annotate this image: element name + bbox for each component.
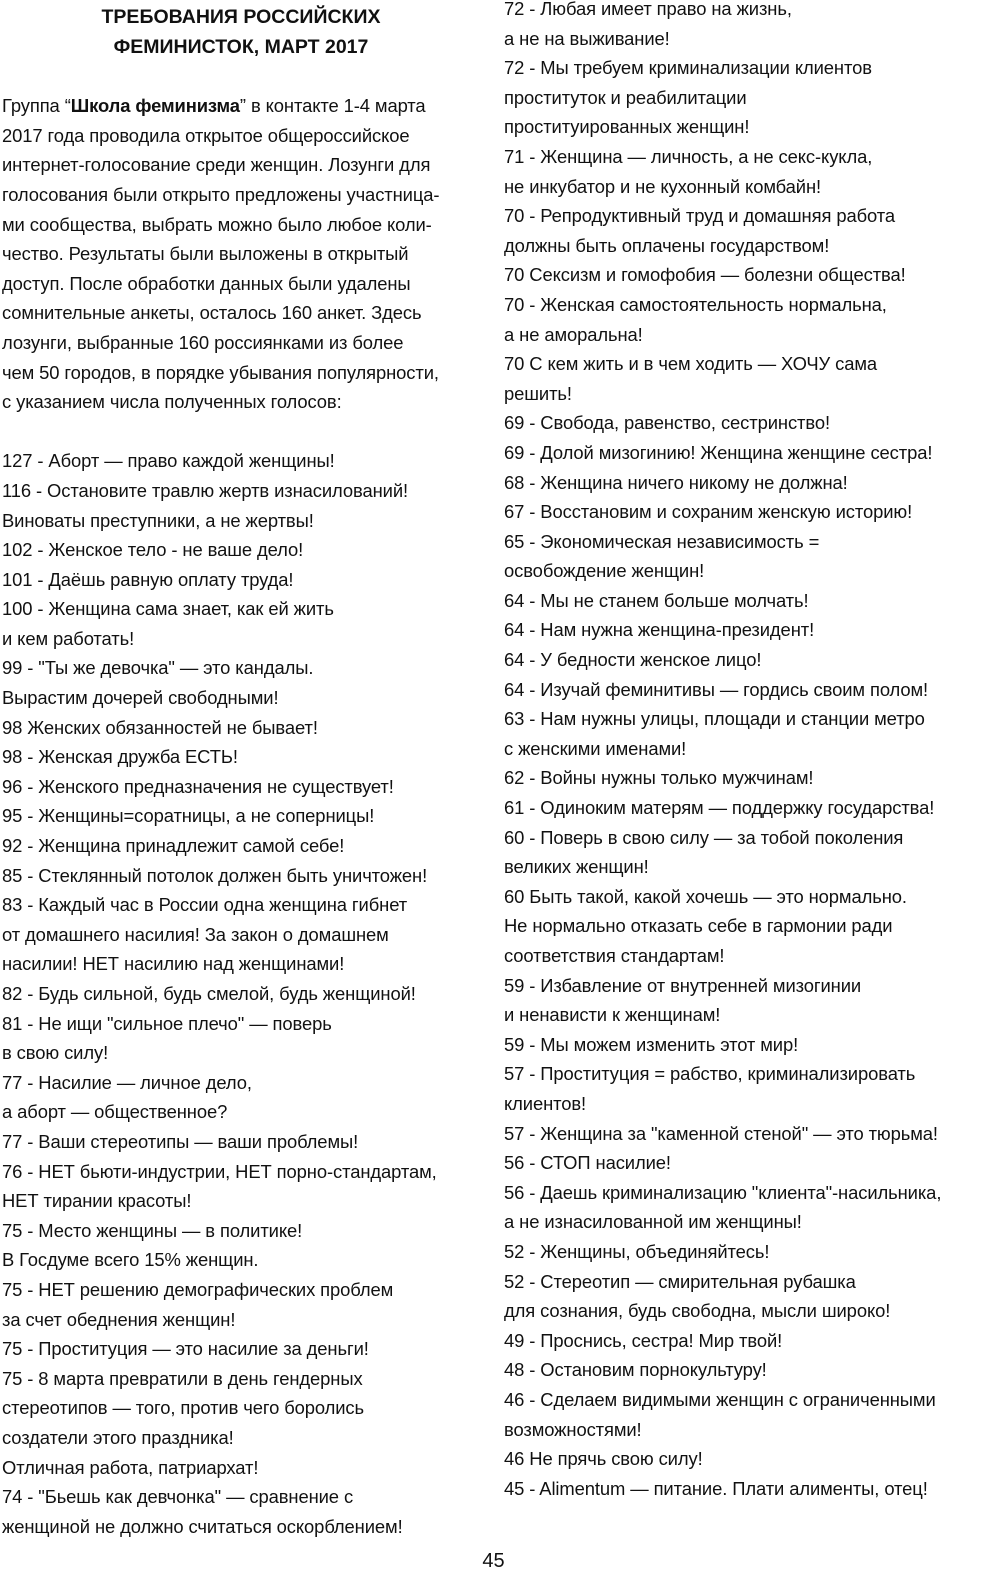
slogan-line: 81 - Не ищи "сильное плечо" — поверь (2, 1012, 332, 1034)
slogan-line: 57 - Женщина за "каменной стеной" — это тюрьма! (504, 1122, 938, 1144)
slogan-line: возможностями! (504, 1418, 642, 1440)
slogan-line: 96 - Женского предназначения не существует! (2, 775, 394, 797)
slogan-line: 67 - Восстановим и сохраним женскую историю! (504, 501, 913, 523)
intro-line: с указанием числа полученных голосов: (2, 391, 342, 413)
page-title (2, 0, 480, 62)
slogan-line: а не на выживание! (504, 27, 670, 49)
slogan-line: 59 - Мы можем изменить этот мир! (504, 1033, 799, 1055)
intro-line: доступ. После обработки данных были удалены (2, 272, 411, 294)
slogan-line: Вырастим дочерей свободными! (2, 687, 279, 709)
slogan-line: 56 - СТОП насилие! (504, 1152, 671, 1174)
slogan-line: создатели этого праздника! (2, 1426, 234, 1448)
slogan-line: проституток и реабилитации (504, 86, 747, 108)
slogan-line: 71 - Женщина — личность, а не секс-кукла, (504, 145, 873, 167)
slogan-line: для сознания, будь свободна, мысли широко! (504, 1300, 891, 1322)
slogan-line: проституированных женщин! (504, 116, 750, 138)
slogan-line: клиентов! (504, 1092, 587, 1114)
slogan-line: 101 - Даёшь равную оплату труда! (2, 568, 294, 590)
slogan-line: 75 - Проституция — это насилие за деньги! (2, 1338, 369, 1360)
slogan-line: 64 - Изучай феминитивы — гордись своим полом! (504, 678, 929, 700)
slogan-line: соответствия стандартам! (504, 945, 725, 966)
slogan-line: в свою силу! (2, 1042, 109, 1064)
slogan-line: а не изнасилованной им женщины! (504, 1211, 802, 1233)
page-number: 45 (482, 1550, 505, 1572)
intro-paragraph (2, 91, 490, 417)
slogan-line: 57 - Проституция = рабство, криминализировать (504, 1063, 916, 1085)
slogan-line: 63 - Нам нужны улицы, площади и станции метро (504, 708, 925, 730)
slogan-line: от домашнего насилия! За закон о домашнем (2, 923, 389, 945)
slogan-line: 69 - Свобода, равенство, сестринство! (504, 412, 830, 434)
slogan-line: 46 - Сделаем видимыми женщин с ограниченными (504, 1388, 936, 1410)
slogan-line: 64 - Нам нужна женщина-президент! (504, 619, 815, 641)
slogan-line: 64 - У бедности женское лицо! (504, 649, 762, 671)
slogan-line: 83 - Каждый час в России одна женщина гибнет (2, 894, 408, 916)
slogan-line: 46 Не прячь свою силу! (504, 1448, 703, 1470)
intro-line: лозунги, выбранные 160 россиянками из более (2, 331, 404, 353)
slogan-line: решить! (504, 382, 572, 404)
slogan-line: 85 - Стеклянный потолок должен быть уничтожен! (2, 864, 428, 886)
slogan-line: 59 - Избавление от внутренней мизогинии (504, 974, 862, 996)
slogan-line: 74 - "Бьешь как девчонка" — сравнение с (2, 1486, 354, 1508)
slogan-line: насилии! НЕТ насилию над женщинами! (2, 953, 345, 975)
slogan-line: 72 - Мы требуем криминализации клиентов (504, 57, 872, 79)
slogan-line: 77 - Насилие — личное дело, (2, 1071, 252, 1093)
slogan-line: и ненависти к женщинам! (504, 1004, 721, 1026)
slogan-line: с женскими именами! (504, 737, 687, 759)
slogan-line: 77 - Ваши стереотипы — ваши проблемы! (2, 1130, 359, 1152)
slogan-line: 56 - Даешь криминализацию "клиента"-насильника, (504, 1181, 942, 1203)
slogan-line: 64 - Мы не станем больше молчать! (504, 589, 809, 611)
title-line: ФЕМИНИСТОК, МАРТ 2017 (113, 35, 369, 58)
slogan-line: НЕТ тирании красоты! (2, 1190, 192, 1212)
slogan-line: 69 - Долой мизогинию! Женщина женщине сестра! (504, 441, 933, 463)
slogan-list-left (2, 446, 490, 1541)
slogan-line: 95 - Женщины=соратницы, а не соперницы! (2, 805, 375, 827)
left-column (2, 0, 490, 1541)
slogan-line: Отличная работа, патриархат! (2, 1456, 259, 1478)
slogan-list-right (504, 0, 986, 1503)
slogan-line: 52 - Стереотип — смирительная рубашка (504, 1270, 856, 1292)
slogan-line: 70 Сексизм и гомофобия — болезни общества! (504, 264, 906, 286)
slogan-line: за счет обеднения женщин! (2, 1308, 236, 1330)
slogan-line: Не нормально отказать себе в гармонии ради (504, 915, 893, 937)
slogan-line: В Госдуме всего 15% женщин. (2, 1249, 259, 1271)
slogan-line: 98 Женских обязанностей не бывает! (2, 716, 318, 738)
slogan-line: 70 С кем жить и в чем ходить — ХОЧУ сама (504, 353, 878, 375)
intro-lines (2, 121, 490, 417)
slogan-line: и кем работать! (2, 627, 135, 649)
slogan-line: стереотипов — того, против чего боролись (2, 1397, 365, 1419)
slogan-line: не инкубатор и не кухонный комбайн! (504, 175, 822, 197)
slogan-line: 99 - "Ты же девочка" — это кандалы. (2, 657, 314, 679)
slogan-line: 52 - Женщины, объединяйтесь! (504, 1240, 770, 1262)
intro-line: 2017 года проводила открытое общероссийское (2, 124, 410, 146)
slogan-line: 72 - Любая имеет право на жизнь, (504, 0, 792, 19)
spacer (2, 417, 490, 447)
slogan-line: 75 - Место женщины — в политике! (2, 1219, 303, 1241)
slogan-line: 98 - Женская дружба ЕСТЬ! (2, 746, 238, 768)
intro-line: голосования были открыто предложены участница- (2, 183, 440, 205)
slogan-line: Виноваты преступники, а не жертвы! (2, 509, 314, 531)
slogan-line: 127 - Аборт — право каждой женщины! (2, 450, 335, 472)
slogan-line: женщиной не должно считаться оскорблением! (2, 1515, 403, 1537)
intro-line: чество. Результаты были выложены в открытый (2, 243, 409, 265)
slogan-line: 62 - Войны нужны только мужчинам! (504, 767, 814, 789)
slogan-line: 49 - Проснись, сестра! Мир твой! (504, 1329, 783, 1351)
right-column (504, 0, 986, 1503)
slogan-line: 75 - НЕТ решению демографических проблем (2, 1278, 394, 1300)
slogan-line: освобождение женщин! (504, 560, 705, 582)
slogan-line: великих женщин! (504, 856, 649, 878)
group-name: Школа феминизма (70, 95, 240, 117)
slogan-line: 60 - Поверь в свою силу — за тобой поколения (504, 826, 904, 848)
slogan-line: 65 - Экономическая независимость = (504, 530, 820, 552)
slogan-line: 102 - Женское тело - не ваше дело! (2, 539, 304, 561)
intro-line: Группа “Школа феминизма” в контакте 1-4 марта (2, 95, 426, 117)
slogan-line: 75 - 8 марта превратили в день гендерных (2, 1367, 363, 1389)
slogan-line: 45 - Alimentum — питание. Плати алименты, отец! (504, 1477, 928, 1499)
intro-line: сомнительные анкеты, осталось 160 анкет. Здесь (2, 302, 422, 324)
title-line: ТРЕБОВАНИЯ РОССИЙСКИХ (101, 6, 381, 28)
slogan-line: 48 - Остановим порнокультуру! (504, 1359, 767, 1381)
slogan-line: 61 - Одиноким матерям — поддержку государства! (504, 797, 935, 819)
slogan-line: а аборт — общественное? (2, 1101, 228, 1123)
slogan-line: 82 - Будь сильной, будь смелой, будь женщиной! (2, 983, 416, 1004)
intro-line: интернет-голосование среди женщин. Лозунги для (2, 154, 431, 176)
intro-line: чем 50 городов, в порядке убывания популярности, (2, 361, 439, 383)
slogan-line: 60 Быть такой, какой хочешь — это нормально. (504, 885, 907, 907)
slogan-line: должны быть оплачены государством! (504, 234, 830, 256)
slogan-line: 76 - НЕТ бьюти-индустрии, НЕТ порно-стандартам, (2, 1160, 437, 1182)
slogan-line: 100 - Женщина сама знает, как ей жить (2, 598, 334, 620)
slogan-line: а не аморальна! (504, 323, 643, 345)
slogan-line: 68 - Женщина ничего никому не должна! (504, 471, 848, 493)
slogan-line: 92 - Женщина принадлежит самой себе! (2, 835, 345, 857)
intro-line: ми сообщества, выбрать можно было любое коли- (2, 213, 432, 235)
slogan-line: 116 - Остановите травлю жертв изнасилований! (2, 479, 409, 501)
slogan-line: 70 - Женская самостоятельность нормальна, (504, 293, 887, 315)
slogan-line: 70 - Репродуктивный труд и домашняя работа (504, 205, 895, 227)
